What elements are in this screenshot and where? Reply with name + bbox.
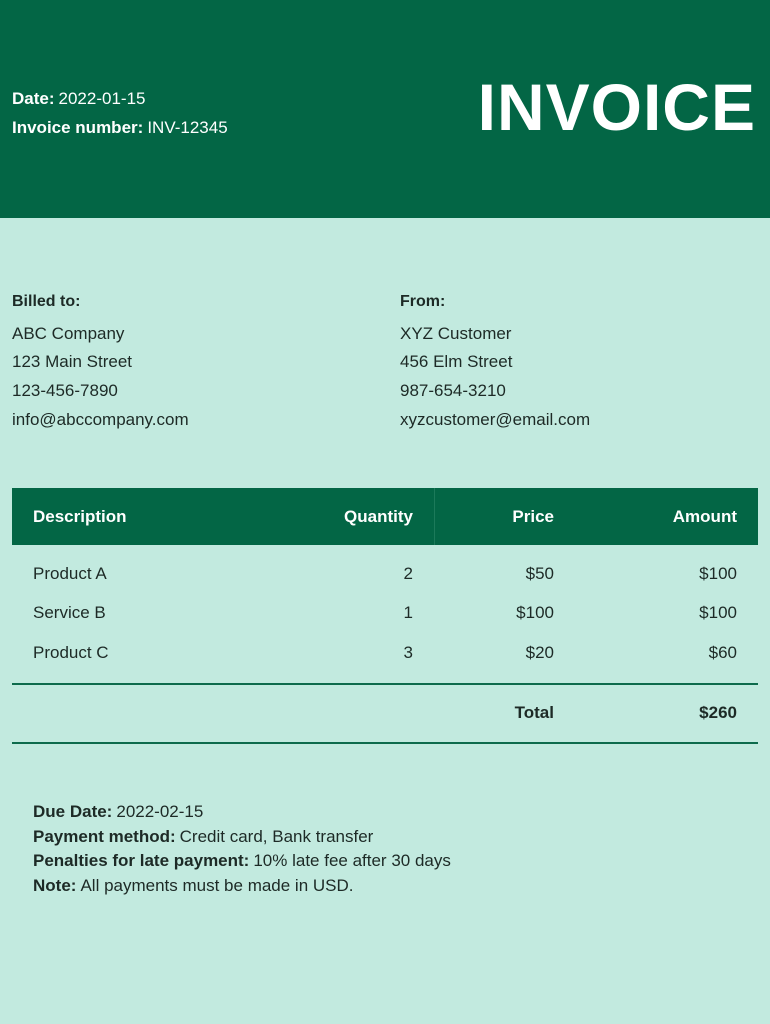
invoice-meta: [12, 84, 228, 142]
payment-method-value: Credit card, Bank transfer: [179, 826, 374, 846]
invoice-number-value: INV-12345: [147, 118, 228, 137]
billed-to-email: info@abccompany.com: [12, 409, 189, 429]
date-label: Date:: [12, 89, 55, 108]
invoice-title: INVOICE: [477, 70, 756, 144]
total-value: $260: [699, 703, 737, 722]
row-price: $100: [516, 603, 554, 623]
row-amount: $60: [708, 642, 737, 662]
table-body: [12, 545, 758, 673]
payment-method-line: [33, 825, 451, 850]
header-description: Description: [33, 506, 127, 526]
billed-to-name: ABC Company: [12, 323, 125, 343]
date-value: 2022-01-15: [58, 89, 146, 108]
payment-method-label: Payment method:: [33, 826, 176, 846]
from-phone: 987-654-3210: [400, 381, 506, 401]
from-email: xyzcustomer@email.com: [400, 409, 591, 429]
billed-to-block: [12, 288, 189, 435]
from-title: From:: [400, 293, 446, 310]
penalties-line: [33, 849, 451, 874]
header-price: Price: [512, 506, 554, 526]
row-quantity: 1: [403, 603, 413, 623]
invoice-number-label: Invoice number:: [12, 118, 144, 137]
note-label: Note:: [33, 876, 77, 896]
header-amount: Amount: [672, 506, 737, 526]
from-name: XYZ Customer: [400, 323, 512, 343]
billed-to-address: 123 Main Street: [12, 352, 133, 372]
table-row: [12, 594, 758, 634]
table-row: [12, 633, 758, 673]
total-rule-bottom: [12, 742, 758, 744]
row-description: Product C: [33, 642, 109, 662]
billed-to-phone: 123-456-7890: [12, 381, 118, 401]
note-line: [33, 874, 451, 899]
line-items-table: [12, 488, 758, 744]
billed-to-title: Billed to:: [12, 293, 81, 310]
row-price: $50: [525, 563, 554, 583]
from-address: 456 Elm Street: [400, 352, 513, 372]
row-quantity: 3: [403, 642, 413, 662]
header-quantity: Quantity: [344, 506, 413, 526]
row-description: Product A: [33, 563, 107, 583]
from-block: [400, 288, 590, 435]
table-header: [12, 488, 758, 545]
table-row: [12, 554, 758, 594]
due-date-label: Due Date:: [33, 802, 113, 821]
header-divider: [434, 488, 435, 545]
row-price: $20: [525, 642, 554, 662]
payment-notes: [33, 800, 451, 899]
note-value: All payments must be made in USD.: [80, 876, 354, 896]
total-label: Total: [514, 703, 554, 722]
date-line: [12, 84, 228, 113]
penalties-label: Penalties for late payment:: [33, 851, 250, 871]
total-row: [12, 685, 758, 742]
row-description: Service B: [33, 603, 106, 623]
penalties-value: 10% late fee after 30 days: [253, 851, 451, 871]
row-amount: $100: [699, 563, 737, 583]
invoice-header: [0, 0, 770, 218]
due-date-line: [33, 800, 451, 825]
due-date-value: 2022-02-15: [116, 802, 204, 821]
invoice-number-line: [12, 113, 228, 142]
row-quantity: 2: [403, 563, 413, 583]
row-amount: $100: [699, 603, 737, 623]
